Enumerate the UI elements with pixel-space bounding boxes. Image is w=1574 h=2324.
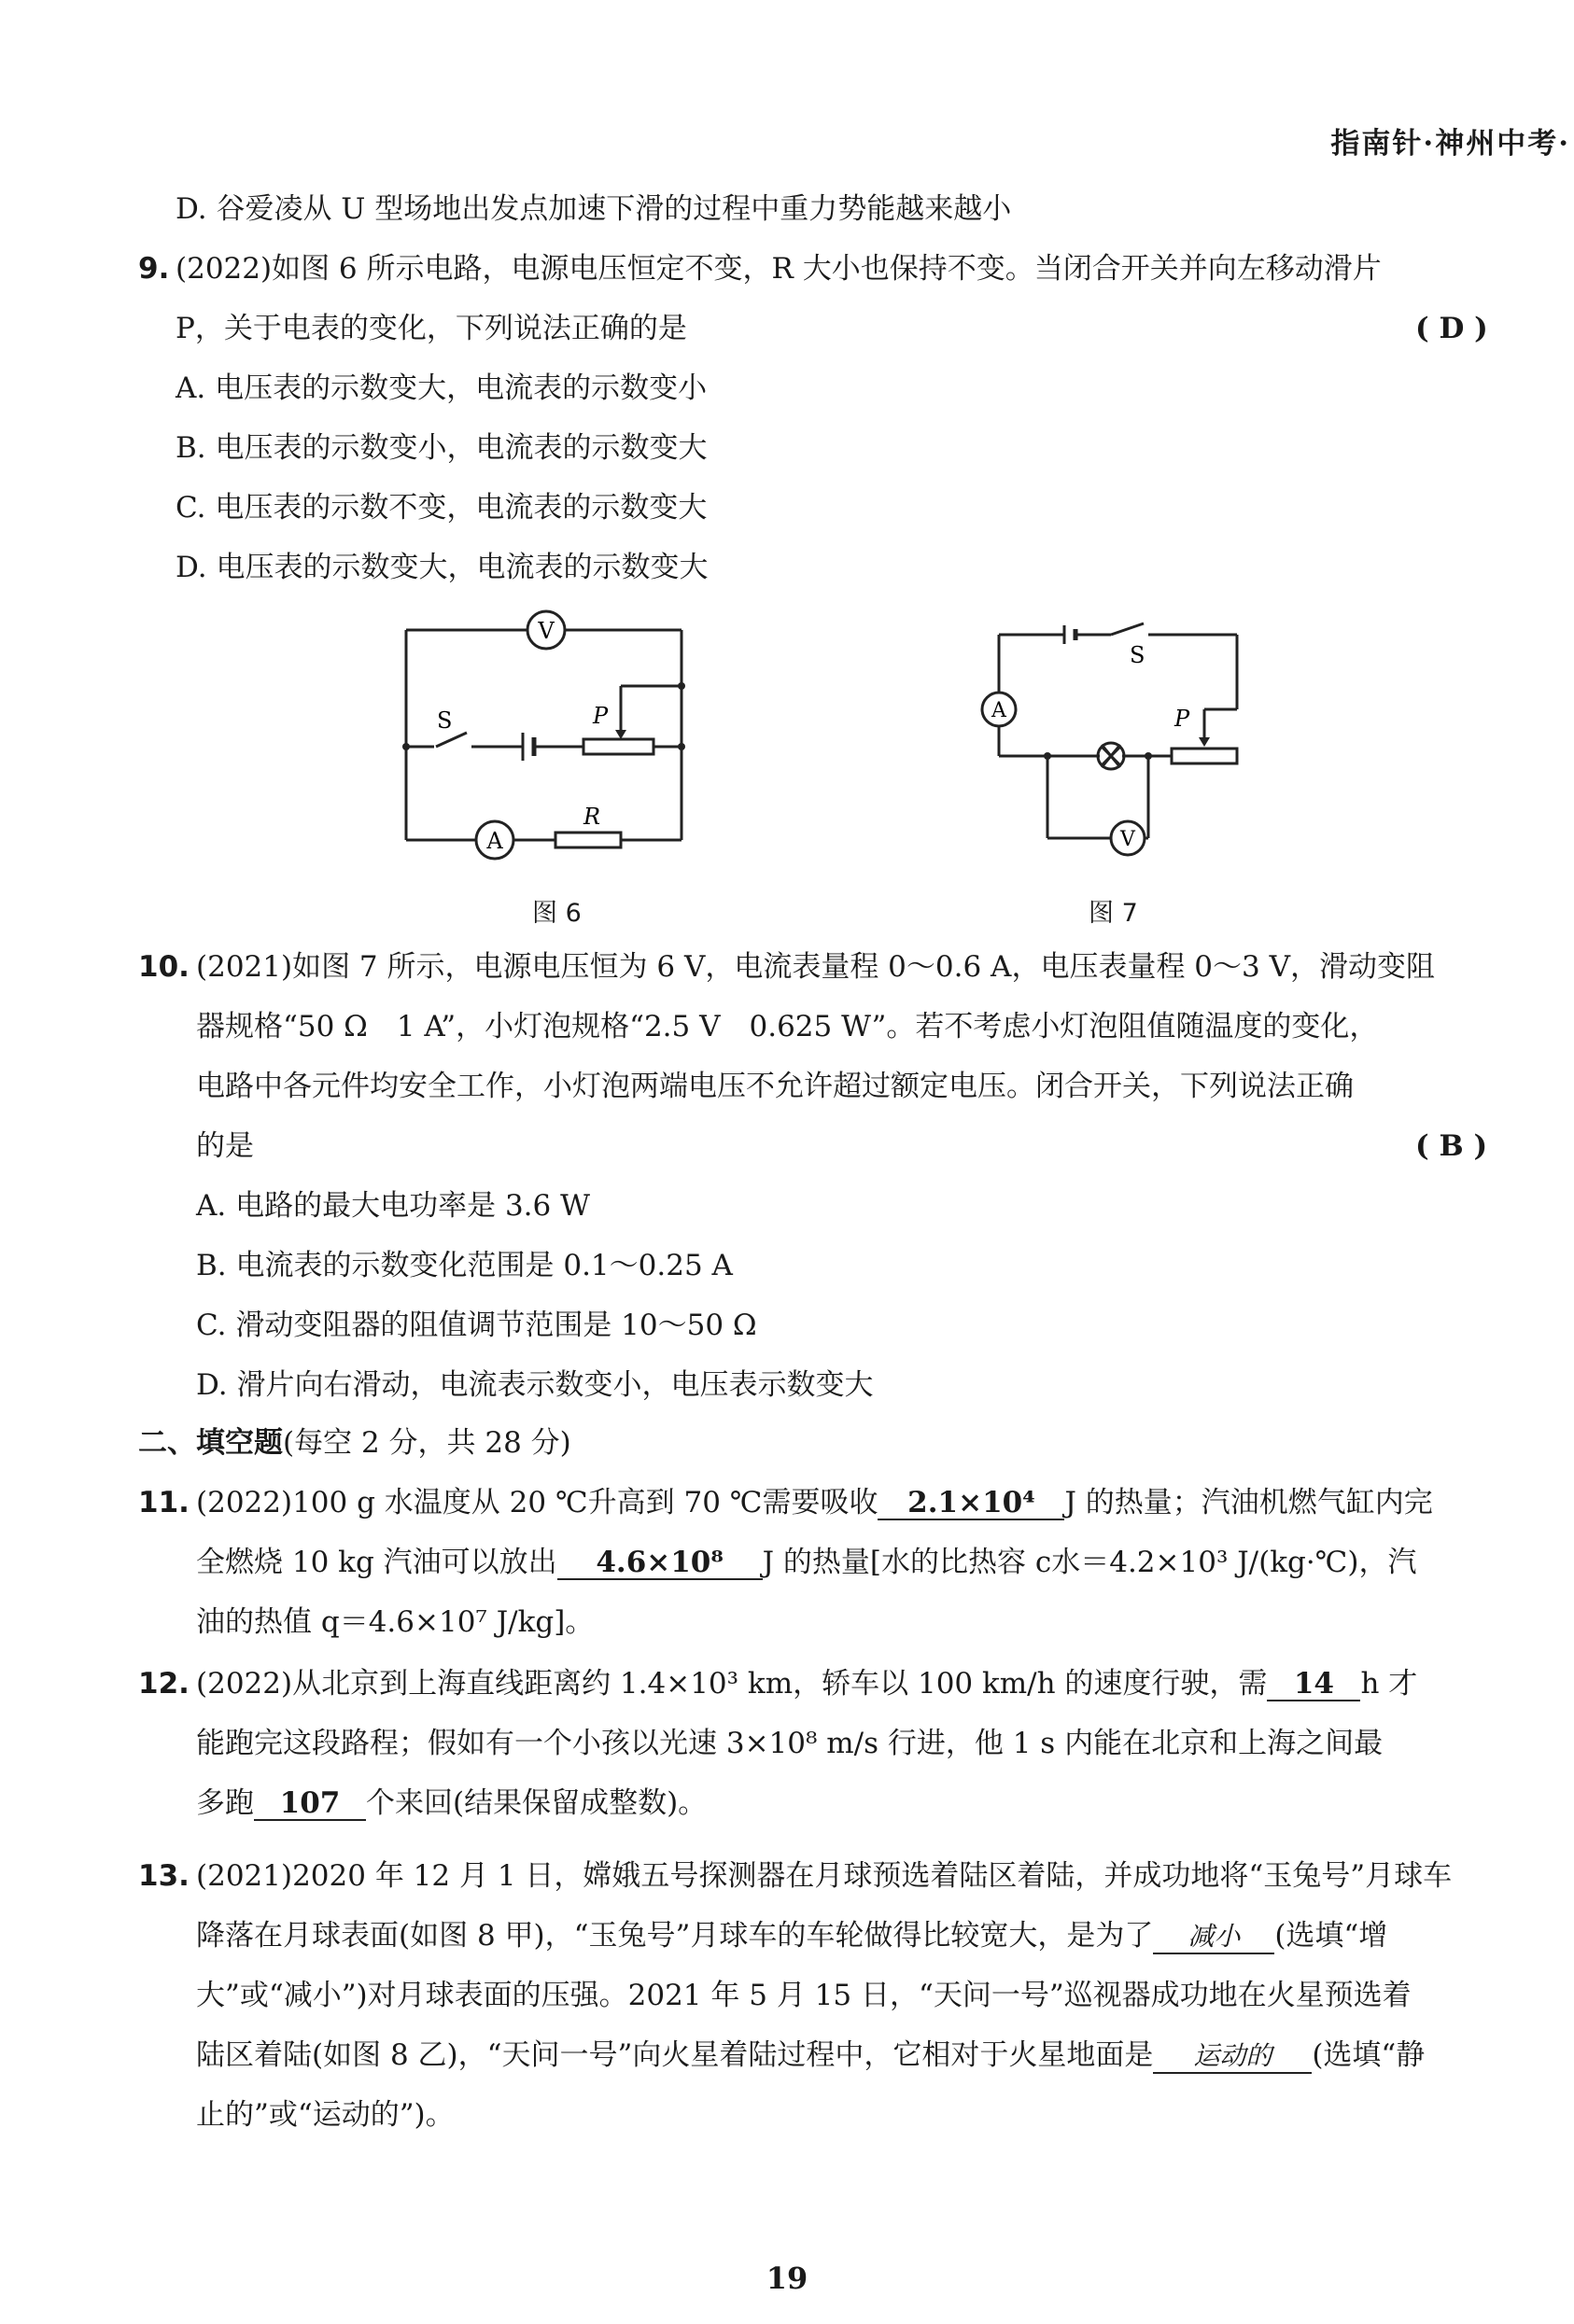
q11-number: 11. (138, 1486, 190, 1519)
q13-answer-2: 运动的 (1153, 2040, 1312, 2074)
q9-option-d: D. 电压表的示数变大，电流表的示数变大 (176, 551, 709, 584)
q12-answer-2: 107 (254, 1787, 366, 1821)
q9-option-a: A. 电压表的示数变大，电流表的示数变小 (176, 371, 708, 405)
q9-option-b: B. 电压表的示数变小，电流表的示数变大 (176, 431, 708, 465)
q12-answer-1: 14 (1267, 1668, 1360, 1701)
q12-number: 12. (138, 1667, 190, 1701)
q11-line1-text-b: J 的热量；汽油机燃气缸内完 (1064, 1486, 1433, 1519)
q10-option-b: B. 电流表的示数变化范围是 0.1～0.25 A (196, 1249, 733, 1282)
q13-line2-text-a: 降落在月球表面(如图 8 甲)，“玉兔号”月球车的车轮做得比较宽大，是为了 (196, 1919, 1154, 1953)
q10-option-d: D. 滑片向右滑动，电流表示数变小，电压表示数变大 (196, 1368, 874, 1402)
q9-stem-line1: (2022)如图 6 所示电路，电源电压恒定不变，R 大小也保持不变。当闭合开关并向左移动滑片 (176, 252, 1382, 286)
fig6-voltmeter-label: V (538, 618, 555, 644)
q10-stem-line3: 电路中各元件均安全工作，小灯泡两端电压不允许超过额定电压。闭合开关，下列说法正确 (196, 1070, 1354, 1103)
q13-line5: 止的”或“运动的”)。 (196, 2098, 455, 2132)
q12-line1 (196, 1665, 1417, 1702)
q13-line2-text-b: (选填“增 (1274, 1919, 1388, 1953)
q13-line4-text-b: (选填“静 (1312, 2038, 1426, 2072)
q10-option-c: C. 滑动变阻器的阻值调节范围是 10～50 Ω (196, 1309, 757, 1342)
page-header: 指南针·神州中考· (1330, 127, 1570, 161)
q10-stem-line2: 器规格“50 Ω 1 A”，小灯泡规格“2.5 V 0.625 W”。若不考虑小灯泡阻值随温度的变化， (196, 1010, 1379, 1043)
q11-answer-1: 2.1×10⁴ (878, 1487, 1064, 1520)
fig7-switch-label: S (1130, 642, 1145, 668)
q13-answer-1: 减小 (1153, 1921, 1274, 1954)
fig6-switch-label: S (437, 707, 453, 734)
fig7-ammeter-label: A (991, 699, 1006, 722)
fig7-slider-label: P (1174, 706, 1190, 732)
fig6-slider-label: P (593, 703, 609, 729)
section-2-note: (每空 2 分，共 28 分) (283, 1426, 571, 1460)
q12-line3-text-b: 个来回(结果保留成整数)。 (366, 1786, 708, 1820)
q11-line2 (196, 1544, 1416, 1581)
q12-line1-text-b: h 才 (1360, 1667, 1418, 1701)
q13-line1: (2021)2020 年 12 月 1 日，嫦娥五号探测器在月球预选着陆区着陆，并成功地将“玉兔号”月球车 (196, 1859, 1453, 1893)
q11-line1-text-a: (2022)100 g 水温度从 20 ℃升高到 70 ℃需要吸收 (196, 1486, 878, 1519)
q13-line3: 大”或“减小”)对月球表面的压强。2021 年 5 月 15 日，“天问一号”巡视器成功地在火星预选着 (196, 1979, 1412, 2012)
figure-6-circuit (392, 597, 710, 877)
page-number: 19 (766, 2261, 808, 2296)
q11-line1 (196, 1484, 1433, 1521)
q11-line3: 油的热值 q＝4.6×10⁷ J/kg]。 (196, 1605, 595, 1639)
q12-line3-text-a: 多跑 (196, 1786, 254, 1820)
figure-6-caption: 图 6 (532, 899, 582, 928)
q10-stem-line1: (2021)如图 7 所示，电源电压恒为 6 V，电流表量程 0～0.6 A，电压表量程 0～3 V，滑动变阻 (196, 950, 1435, 984)
q12-line2: 能跑完这段路程；假如有一个小孩以光速 3×10⁸ m/s 行进，他 1 s 内能在北京和上海之间最 (196, 1727, 1384, 1760)
fig6-resistor-label: R (583, 804, 601, 830)
q9-number: 9. (138, 252, 170, 286)
q11-line2-text-b: J 的热量[水的比热容 c水＝4.2×10³ J/(kg·℃)，汽 (762, 1546, 1417, 1579)
fig7-voltmeter-label: V (1120, 828, 1135, 851)
q9-answer: ( D ) (1415, 312, 1488, 345)
q11-line2-text-a: 全燃烧 10 kg 汽油可以放出 (196, 1546, 557, 1579)
q11-answer-2: 4.6×10⁸ (557, 1547, 763, 1580)
q13-line4-text-a: 陆区着陆(如图 8 乙)，“天问一号”向火星着陆过程中，它相对于火星地面是 (196, 2038, 1154, 2072)
q13-line4 (196, 2037, 1425, 2074)
q10-stem-line4: 的是 (196, 1129, 254, 1163)
q9-option-c: C. 电压表的示数不变，电流表的示数变大 (176, 491, 708, 525)
section-2-heading (138, 1424, 571, 1462)
q12-line3 (196, 1785, 707, 1822)
q9-stem-line2: P，关于电表的变化，下列说法正确的是 (176, 312, 687, 345)
q10-option-a: A. 电路的最大电功率是 3.6 W (196, 1189, 590, 1223)
q12-line1-text-a: (2022)从北京到上海直线距离约 1.4×10³ km，轿车以 100 km/h 的速度行驶，需 (196, 1667, 1268, 1701)
figure-7-caption: 图 7 (1089, 899, 1138, 928)
fig6-ammeter-label: A (486, 828, 503, 854)
section-2-title: 二、填空题 (138, 1426, 283, 1460)
q10-number: 10. (138, 950, 190, 984)
q8-option-d: D. 谷爱凌从 U 型场地出发点加速下滑的过程中重力势能越来越小 (176, 192, 1012, 226)
q13-number: 13. (138, 1859, 190, 1893)
q13-line2 (196, 1917, 1387, 1954)
q10-answer: ( B ) (1415, 1129, 1488, 1163)
figure-7-circuit (971, 607, 1260, 877)
